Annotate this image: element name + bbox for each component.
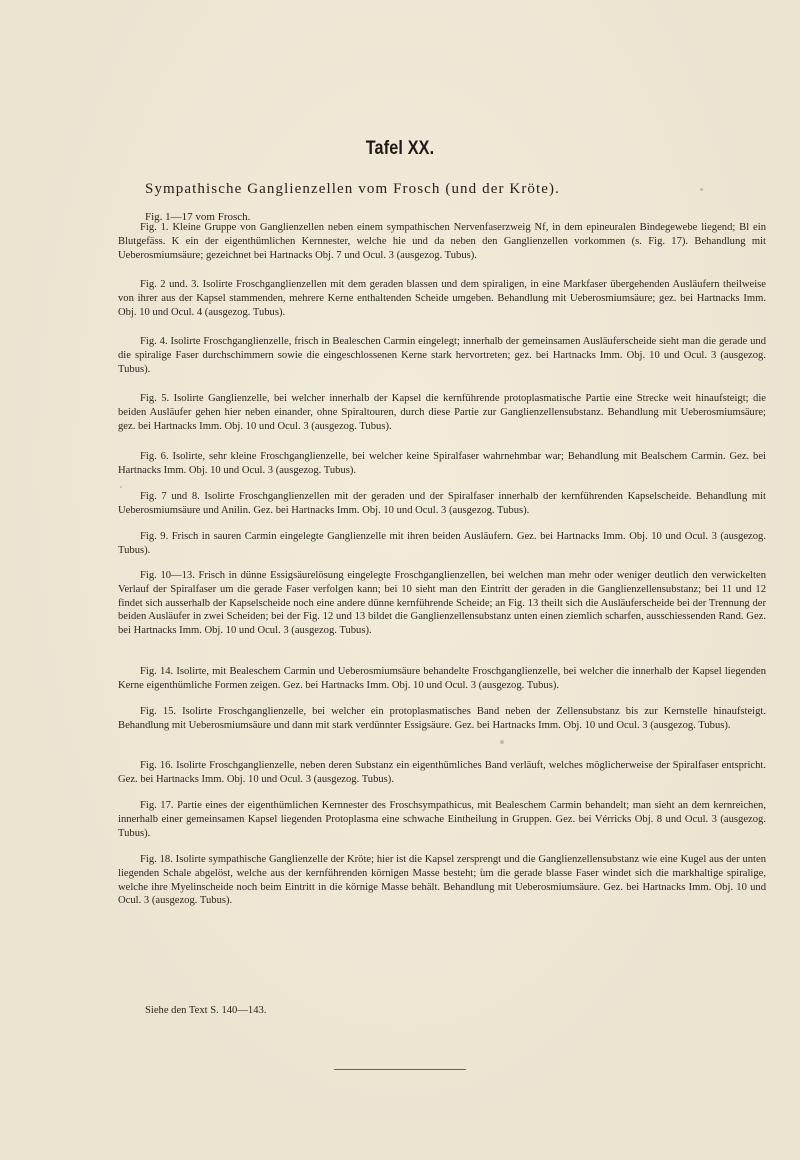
text-reference-note: Siehe den Text S. 140—143. — [145, 1005, 267, 1016]
caption-fig-18: Fig. 18. Isolirte sympathische Ganglienzelle der Kröte; hier ist die Kapsel zersprengt und die Ganglienzellensubstanz wie eine Kugel aus der unten liegenden Schale abgelöst, welche aus der kernführenden körnigen Masse besteht; um die gerade blasse Faser windet sich die markhaltige spiralige, welche ihre Myelinscheide noch beim Eintritt in die körnige Masse behält. Behandlung mit Ueberosmiumsäure. Gez. bei Hartnacks Imm. Obj. 10 und Ocul. 3 (ausgezog. Tubus). — [118, 854, 766, 907]
paper-speck — [500, 740, 504, 744]
caption-fig-4: Fig. 4. Isolirte Froschganglienzelle, frisch in Bealeschen Carmin eingelegt; innerhalb der gemeinsamen Ausläuferscheide sieht man die gerade und die spiralige Faser durchschimmern sowie die eingeschlossenen Kerne stark hervortreten; gez. bei Hartnacks Imm. Obj. 10 und Ocul. 3 (ausgezog. Tubus). — [118, 336, 766, 375]
plate-title: Tafel XX. — [365, 138, 435, 159]
paper-speck — [120, 486, 122, 488]
caption-fig-9: Fig. 9. Frisch in sauren Carmin eingelegte Ganglienzelle mit ihren beiden Ausläufern. Gez. bei Hartnacks Imm. Obj. 10 und Ocul. 3 (ausgezog. Tubus). — [118, 531, 766, 556]
caption-fig-16: Fig. 16. Isolirte Froschganglienzelle, neben deren Substanz ein eigenthümliches Band verläuft, welches möglicherweise der Spiralfaser entspricht. Gez. bei Hartnacks Imm. Obj. 10 und Ocul. 3 (ausgezog. Tubus). — [118, 760, 766, 785]
bottom-divider — [334, 1069, 466, 1070]
plate-subtitle: Sympathische Ganglienzellen vom Frosch (und der Kröte). — [145, 181, 560, 197]
caption-fig-10-13: Fig. 10—13. Frisch in dünne Essigsäurelösung eingelegte Froschganglienzellen, bei welchen man mehr oder weniger deutlich den verwickelten Verlauf der Spiralfaser um die gerade Faser verfolgen kann; bei 10 sieht man den Eintritt der geraden in die Ganglienzellensubstanz; bei 11 und 12 findet sich ausserhalb der Kapselscheide noch eine andere dünne kernführende Scheide; an Fig. 13 theilt sich die Ausläuferscheide bei der Trennung der beiden Ausläufer in zwei Scheiden; bei der Fig. 12 und 13 bildet die Ganglienzellensubstanz unten einen ziemlich scharfen, ausschiessenden Rand. Gez. bei Hartnacks Imm. Obj. 10 und Ocul. 3 (ausgezog. Tubus). — [118, 570, 766, 637]
section-heading: Fig. 1—17 vom Frosch. — [145, 211, 251, 223]
caption-fig-2-3: Fig. 2 und. 3. Isolirte Froschganglienzellen mit dem geraden blassen und dem spiraligen, in eine Markfaser übergehenden Ausläufern theilweise von ihrer aus der Kapsel stammenden, mehrere Kerne enthaltenden Scheide umgeben. Behandlung mit Ueberosmiumsäure; gez. bei Hartnacks Imm. Obj. 10 und Ocul. 4 (ausgezog. Tubus). — [118, 279, 766, 318]
caption-fig-5: Fig. 5. Isolirte Ganglienzelle, bei welcher innerhalb der Kapsel die kernführende protoplasmatische Partie eine Strecke weit hinaufsteigt; die beiden Ausläufer gehen hier neben einander, ohne Spiraltouren, durch diese Partie zur Ganglienzellensubstanz. Behandlung mit Ueberosmiumsäure; gez. bei Hartnacks Imm. Obj. 10 und Ocul. 3 (ausgezog. Tubus). — [118, 393, 766, 432]
paper-speck — [700, 188, 703, 191]
caption-fig-15: Fig. 15. Isolirte Froschganglienzelle, bei welcher ein protoplasmatisches Band neben der Zellensubstanz bis zur Kernstelle hinaufsteigt. Behandlung mit Ueberosmiumsäure und dann mit stark verdünnter Essigsäure. Gez. bei Hartnacks Imm. Obj. 10 und Ocul. 3 (ausgezog. Tubus). — [118, 706, 766, 731]
caption-fig-6: Fig. 6. Isolirte, sehr kleine Froschganglienzelle, bei welcher keine Spiralfaser wahrnehmbar war; Behandlung mit Bealschem Carmin. Gez. bei Hartnacks Imm. Obj. 10 und Ocul. 3 (ausgezog. Tubus). — [118, 451, 766, 476]
caption-fig-17: Fig. 17. Partie eines der eigenthümlichen Kernnester des Froschsympathicus, mit Bealeschem Carmin behandelt; man sieht an dem kernreichen, innerhalb einer gemeinsamen Kapsel liegenden Protoplasma eine schwache Eintheilung in Gruppen. Gez. bei Vérricks Obj. 8 und Ocul. 3 (ausgezog. Tubus). — [118, 800, 766, 839]
paper-speck — [480, 868, 483, 871]
caption-fig-7-8: Fig. 7 und 8. Isolirte Froschganglienzellen mit der geraden und der Spiralfaser innerhalb der kernführenden Kapselscheide. Behandlung mit Ueberosmiumsäure und Anilin. Gez. bei Hartnacks Imm. Obj. 10 und Ocul. 3 (ausgezog. Tubus). — [118, 491, 766, 516]
caption-fig-14: Fig. 14. Isolirte, mit Bealeschem Carmin und Ueberosmiumsäure behandelte Froschganglienzelle, bei welcher die innerhalb der Kapsel liegenden Kerne eigenthümliche Formen zeigen. Gez. bei Hartnacks Imm. Obj. 10 und Ocul. 3 (ausgezog. Tubus). — [118, 666, 766, 691]
caption-fig-1: Fig. 1. Kleine Gruppe von Ganglienzellen neben einem sympathischen Nervenfaserzweig Nf, in dem epineuralen Bindegewebe liegend; Bl ein Blutgefäss. K ein der eigenthümlichen Kernnester, welche hie und da neben den Ganglienzellen vorkommen (s. Fig. 17). Behandlung mit Ueberosmiumsäure; gezeichnet bei Hartnacks Obj. 7 und Ocul. 3 (ausgezog. Tubus). — [118, 222, 766, 261]
